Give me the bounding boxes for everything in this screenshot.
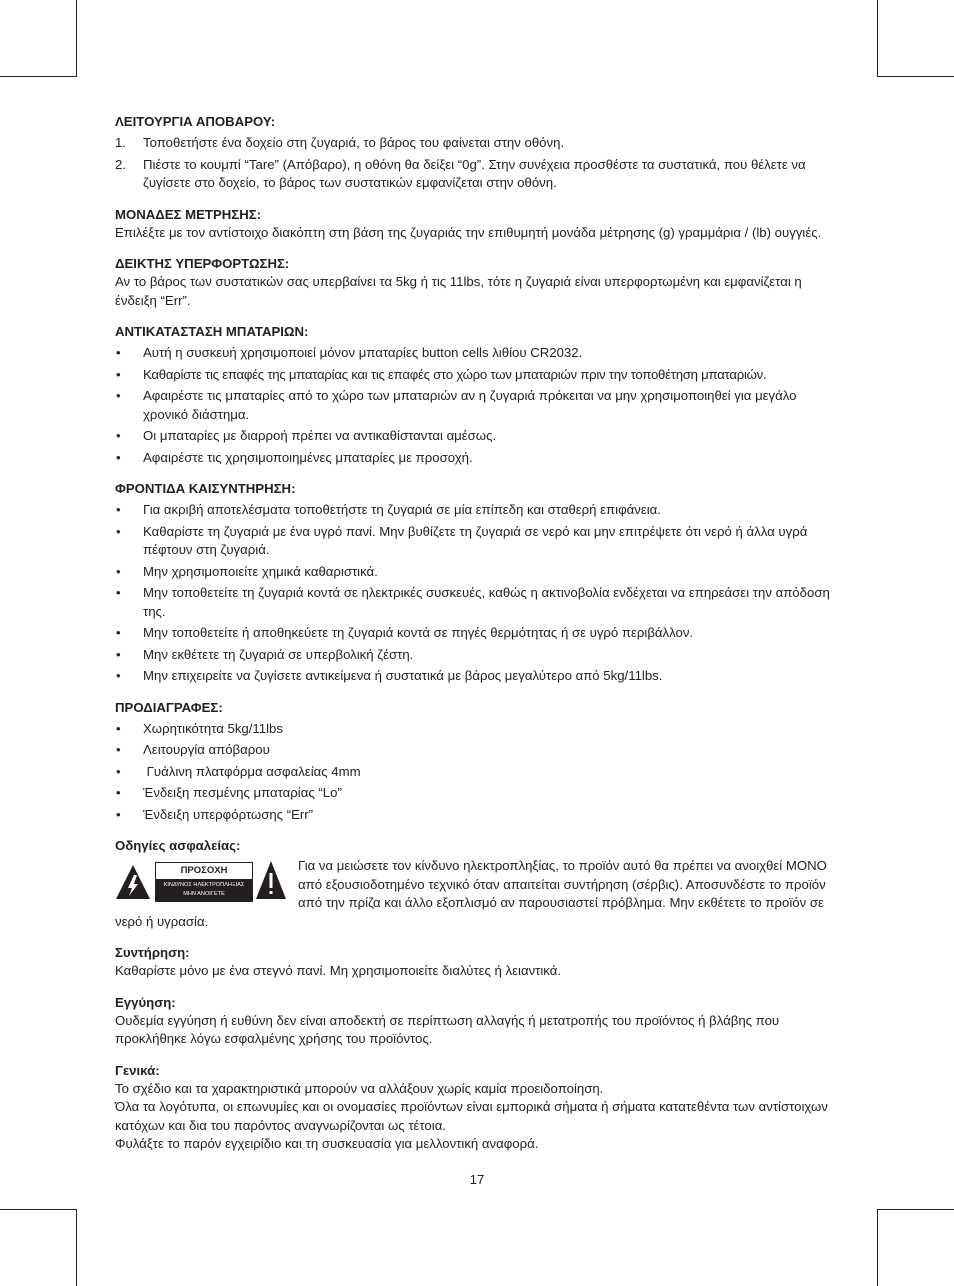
- tare-steps: [115, 134, 842, 193]
- list-item-text: Αυτή η συσκευή χρησιμοποιεί μόνον μπαταρίες button cells λιθίου CR2032.: [143, 345, 583, 360]
- list-item-text: Μην εκθέτετε τη ζυγαριά σε υπερβολική ζέστη.: [143, 646, 414, 662]
- list-item: [115, 344, 842, 363]
- bullet: •: [116, 428, 121, 443]
- warning-label: [155, 862, 253, 902]
- safety-text: Για να μειώσετε τον κίνδυνο ηλεκτροπληξίας, το προϊόν αυτό θα πρέπει να ανοιχθεί ΜΟΝΟ από εξουσιοδοτημένο τεχνικό όταν απαιτείται συντήρηση (σέρβις). Αποσυνδέστε το προϊόν από την πρίζα και άλλο εξοπλισμό αν παρουσιαστεί πρόβλημα. Μην εκθέτετε το προϊόν σε νερό ή υγρασία.: [115, 858, 827, 929]
- list-item-text: Μην χρησιμοποιείτε χημικά καθαριστικά.: [143, 563, 378, 579]
- crop-mark-top-left-h: [0, 76, 77, 77]
- heading-safety: Οδηγίες ασφαλείας:: [115, 838, 241, 853]
- list-item: [115, 806, 842, 825]
- bullet: •: [116, 523, 121, 539]
- list-item: [115, 366, 842, 385]
- tare-step: [115, 156, 842, 193]
- batteries-list: [115, 344, 842, 467]
- safety-icons: [115, 858, 290, 906]
- maintenance-text: Καθαρίστε μόνο με ένα στεγνό πανί. Μη χρησιμοποιείτε διαλύτες ή λειαντικά.: [115, 963, 562, 978]
- bullet: •: [116, 785, 121, 800]
- crop-mark-bottom-left-v: [76, 1209, 77, 1286]
- bullet: •: [116, 720, 121, 736]
- units-text: Επιλέξτε με τον αντίστοιχο διακόπτη στη βάση της ζυγαριάς την επιθυμητή μονάδα μέτρησης (g) γραμμάρια / (lb) ουγγιές.: [115, 224, 822, 240]
- warning-label-title: ΠΡΟΣΟΧΗ: [156, 863, 252, 880]
- crop-mark-bottom-left-h: [0, 1209, 77, 1210]
- warranty-text: Ουδεμία εγγύηση ή ευθύνη δεν είναι αποδεκτή σε περίπτωση αλλαγής ή μετατροπής του προϊόντος ή βλάβης που προκλήθηκε λόγω εσφαλμένης χρήσης του προϊόντος.: [115, 1012, 780, 1046]
- heading-warranty: Εγγύηση:: [115, 994, 176, 1010]
- heading-batteries: ΑΝΤΙΚΑΤΑΣΤΑΣΗ ΜΠΑΤΑΡΙΩΝ:: [115, 324, 309, 339]
- list-item: [115, 667, 842, 686]
- list-item: [115, 387, 842, 424]
- list-item: [115, 501, 842, 520]
- list-item-text: Αφαιρέστε τις μπαταρίες από το χώρο των μπαταριών αν η ζυγαριά πρόκειται να μην χρησιμοποιηθεί για μεγάλο χρονικό διάστημα.: [143, 388, 797, 422]
- general-line: Όλα τα λογότυπα, οι επωνυμίες και οι ονομασίες προϊόντων είναι εμπορικά σήματα ή σήματα κατατεθέντα των αντίστοιχων κατόχων και δια του παρόντος αναγνωρίζονται ως τέτοια.: [115, 1099, 828, 1133]
- bullet: •: [116, 625, 121, 640]
- list-item: [115, 523, 842, 560]
- list-item: [115, 784, 842, 803]
- crop-mark-bottom-right-v: [877, 1209, 878, 1286]
- bullet: •: [116, 646, 121, 662]
- list-item-text: Καθαρίστε τη ζυγαριά με ένα υγρό πανί. Μην βυθίζετε τη ζυγαριά σε νερό και μην επιτρέψετε ότι νερό ή άλλα υγρά πέφτουν στη ζυγαριά.: [143, 523, 808, 557]
- specs-list: [115, 720, 842, 825]
- general-line: Το σχέδιο και τα χαρακτηριστικά μπορούν να αλλάξουν χωρίς καμία προειδοποίηση.: [115, 1080, 604, 1096]
- warning-label-subtext: [156, 880, 252, 901]
- heading-overload: ΔΕΙΚΤΗΣ ΥΠΕΡΦΟΡΤΩΣΗΣ:: [115, 256, 290, 271]
- list-item-text: Καθαρίστε τις επαφές της μπαταρίας και τις επαφές στο χώρο των μπαταριών πριν την τοποθέτηση μπαταριών.: [143, 366, 767, 382]
- bullet: •: [116, 806, 121, 822]
- tare-step: [115, 134, 842, 153]
- section-care: [115, 480, 842, 686]
- list-item-text: Γυάλινη πλατφόρμα ασφαλείας 4mm: [143, 763, 361, 779]
- list-item: [115, 720, 842, 739]
- section-warranty: [115, 994, 842, 1049]
- list-item-text: Για ακριβή αποτελέσματα τοποθετήστε τη ζυγαριά σε μία επίπεδη και σταθερή επιφάνεια.: [143, 502, 661, 517]
- bullet: •: [116, 763, 121, 779]
- bullet: •: [116, 742, 121, 757]
- step-number: 1.: [115, 135, 126, 150]
- exclamation-warning-icon: [255, 860, 287, 900]
- lightning-warning-icon: [115, 864, 151, 900]
- list-item: [115, 584, 842, 621]
- bullet: •: [116, 449, 121, 465]
- list-item-text: Ένδειξη πεσμένης μπαταρίας “Lo”: [143, 785, 342, 800]
- care-list: [115, 501, 842, 686]
- bullet: •: [116, 388, 121, 403]
- crop-mark-top-left-v: [76, 0, 77, 76]
- step-text: Τοποθετήστε ένα δοχείο στη ζυγαριά, το βάρος του φαίνεται στην οθόνη.: [143, 135, 565, 150]
- heading-care: ΦΡΟΝΤΙΔΑ ΚΑΙΣΥΝΤΗΡΗΣΗ:: [115, 481, 296, 496]
- list-item: [115, 427, 842, 446]
- section-units: [115, 206, 842, 243]
- crop-mark-bottom-right-h: [877, 1209, 954, 1210]
- page-number: 17: [469, 1172, 485, 1187]
- bullet: •: [116, 585, 121, 600]
- bullet: •: [116, 502, 121, 517]
- warning-label-line: ΜΗΝ ΑΝΟΙΓΕΤΕ: [183, 891, 225, 897]
- list-item-text: Ένδειξη υπερφόρτωσης “Err”: [143, 806, 314, 822]
- crop-mark-top-right-h: [877, 76, 954, 77]
- list-item: [115, 763, 842, 782]
- heading-units: ΜΟΝΑΔΕΣ ΜΕΤΡΗΣΗΣ:: [115, 206, 262, 222]
- list-item: [115, 563, 842, 582]
- warning-label-line: ΚΙΝΔΥΝΟΣ ΗΛΕΚΤΡΟΠΛΗΞΙΑΣ: [163, 882, 245, 888]
- list-item-text: Μην τοποθετείτε τη ζυγαριά κοντά σε ηλεκτρικές συσκευές, καθώς η ακτινοβολία ενδέχεται να επηρεάσει την απόδοση της.: [143, 585, 830, 619]
- general-line: Φυλάξτε το παρόν εγχειρίδιο και τη συσκευασία για μελλοντική αναφορά.: [115, 1136, 539, 1151]
- section-safety: [115, 837, 842, 931]
- list-item-text: Αφαιρέστε τις χρησιμοποιημένες μπαταρίες με προσοχή.: [143, 449, 473, 465]
- heading-maintenance: Συντήρηση:: [115, 945, 190, 960]
- bullet: •: [116, 366, 121, 382]
- step-number: 2.: [115, 156, 126, 172]
- section-tare: [115, 113, 842, 193]
- heading-specs: ΠΡΟΔΙΑΓΡΑΦΕΣ:: [115, 699, 223, 715]
- bullet: •: [116, 668, 121, 683]
- heading-general: Γενικά:: [115, 1062, 160, 1078]
- list-item: [115, 624, 842, 643]
- list-item-text: Μην επιχειρείτε να ζυγίσετε αντικείμενα ή συστατικά με βάρος μεγαλύτερο από 5kg/11lbs.: [143, 668, 663, 683]
- list-item-text: Λειτουργία απόβαρου: [143, 742, 270, 757]
- list-item-text: Χωρητικότητα 5kg/11lbs: [143, 720, 283, 736]
- section-overload: [115, 255, 842, 310]
- section-batteries: [115, 323, 842, 467]
- list-item: [115, 449, 842, 468]
- safety-body: [115, 857, 842, 931]
- crop-mark-top-right-v: [877, 0, 878, 76]
- section-maintenance: [115, 944, 842, 981]
- section-general: [115, 1062, 842, 1154]
- list-item: [115, 741, 842, 760]
- list-item-text: Οι μπαταρίες με διαρροή πρέπει να αντικαθίστανται αμέσως.: [143, 428, 497, 443]
- list-item-text: Μην τοποθετείτε ή αποθηκεύετε τη ζυγαριά κοντά σε πηγές θερμότητας ή σε υγρό περιβάλλον.: [143, 625, 694, 640]
- bullet: •: [116, 345, 121, 360]
- heading-tare: ΛΕΙΤΟΥΡΓΙΑ ΑΠΟΒΑΡΟΥ:: [115, 114, 276, 129]
- section-specs: [115, 699, 842, 825]
- step-text: Πιέστε το κουμπί “Tare” (Απόβαρο), η οθόνη θα δείξει “0g”. Στην συνέχεια προσθέστε τα συστατικά, που θέλετε να ζυγίσετε στο δοχείο, το βάρος των συστατικών εμφανίζεται στην οθόνη.: [143, 156, 806, 190]
- manual-content: [115, 113, 842, 1154]
- overload-text: Αν το βάρος των συστατικών σας υπερβαίνει τα 5kg ή τις 11lbs, τότε η ζυγαριά είναι υπερφορτωμένη και εμφανίζεται η ένδειξη “Err”.: [115, 274, 802, 308]
- bullet: •: [116, 563, 121, 579]
- list-item: [115, 646, 842, 665]
